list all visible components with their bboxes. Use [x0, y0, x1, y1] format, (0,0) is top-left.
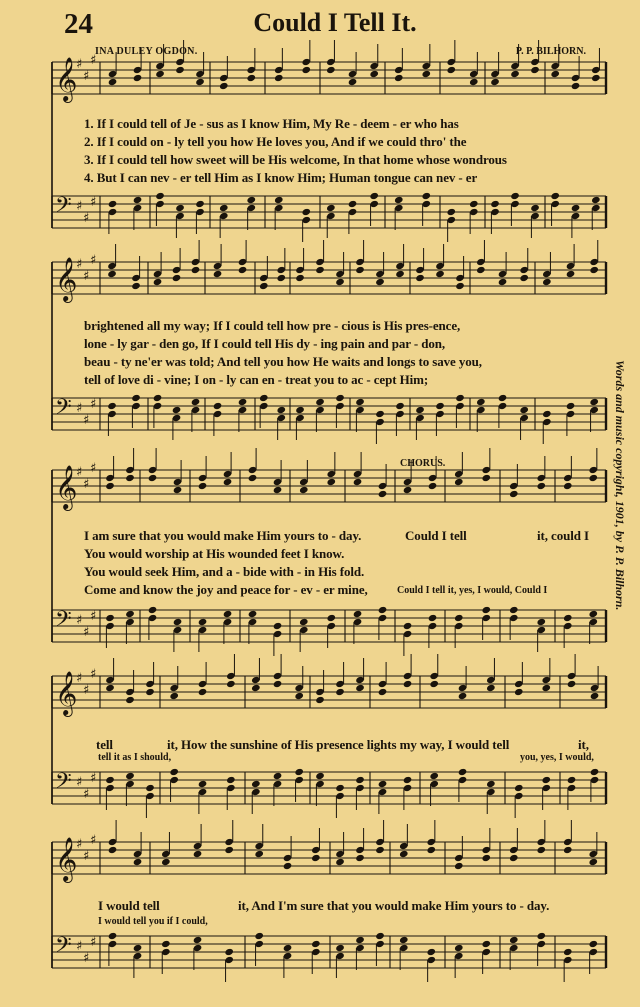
note-head	[510, 192, 520, 200]
sharp-icon: ♯	[90, 397, 97, 412]
note-head	[335, 688, 345, 696]
note-head	[369, 192, 379, 200]
note-head	[107, 270, 117, 278]
note-head	[172, 406, 182, 414]
note-head	[276, 274, 286, 282]
note-head	[469, 78, 479, 86]
note-head	[455, 394, 465, 402]
note-head	[536, 482, 546, 490]
sharp-icon: ♯	[83, 787, 90, 802]
note-head	[335, 858, 345, 866]
lyric-line: You would seek Him, and a - bide with - in His fold.	[84, 564, 365, 579]
chorus-lyric: it, How the sunshine of His presence lights my way, I would tell	[167, 737, 510, 752]
note-head	[301, 66, 311, 74]
note-head	[193, 936, 203, 944]
note-head	[155, 70, 165, 78]
note-head	[223, 610, 233, 618]
note-head	[428, 614, 438, 622]
note-head	[415, 274, 425, 282]
note-head	[454, 944, 464, 952]
note-head	[588, 940, 598, 948]
note-head	[133, 74, 143, 82]
note-head	[161, 858, 171, 866]
lyric-line: You would worship at His wounded feet I know.	[84, 546, 345, 561]
chorus-lyric: it, And I'm sure that you would make Him yours to - day.	[238, 898, 550, 913]
note-head	[125, 610, 135, 618]
note-head	[301, 208, 311, 216]
note-head	[509, 936, 519, 944]
note-head	[105, 776, 115, 784]
note-head	[108, 78, 118, 86]
note-head	[169, 692, 179, 700]
lyric-line: I am sure that you would make Him yours to - day.	[84, 528, 362, 543]
note-head	[251, 780, 261, 788]
note-head	[590, 692, 600, 700]
note-head	[213, 270, 223, 278]
note-head	[226, 776, 236, 784]
author-credit: INA DULEY OGDON.	[95, 46, 198, 57]
note-head	[326, 66, 336, 74]
sharp-icon: ♯	[76, 671, 83, 686]
note-head	[530, 204, 540, 212]
note-head	[335, 394, 345, 402]
note-head	[295, 406, 305, 414]
note-head	[591, 196, 601, 204]
lyric-line: 2. If I could on - ly tell you how He loves you, And if we could thro' the	[84, 134, 467, 149]
note-head	[476, 398, 486, 406]
note-head	[415, 406, 425, 414]
note-head	[153, 394, 163, 402]
note-head	[542, 410, 552, 418]
note-head	[563, 614, 573, 622]
note-head	[223, 478, 233, 486]
note-head	[213, 402, 223, 410]
chorus-lyric: tell	[96, 737, 113, 752]
lyric-line: brightened all my way; If I could tell how pre - cious is His pres-ence,	[84, 318, 461, 333]
note-head	[514, 688, 524, 696]
sharp-icon: ♯	[90, 935, 97, 950]
lyric-line: Come and know the joy and peace for - ev - er mine,	[84, 582, 368, 597]
note-head	[108, 846, 118, 854]
note-head	[299, 486, 309, 494]
composer-credit: P. P. BILHORN.	[515, 46, 586, 57]
sharp-icon: ♯	[90, 771, 97, 786]
treble-clef-icon: 𝄞	[55, 465, 78, 509]
note-head	[567, 680, 577, 688]
note-head	[191, 266, 201, 274]
sharp-icon: ♯	[90, 609, 97, 624]
note-head	[315, 696, 325, 704]
note-head	[541, 684, 551, 692]
note-head	[403, 622, 413, 630]
note-head	[335, 784, 345, 792]
note-head	[251, 684, 261, 692]
note-head	[248, 474, 258, 482]
note-head	[490, 200, 500, 208]
treble-clef-icon: 𝄞	[55, 257, 78, 301]
note-head	[105, 684, 115, 692]
note-head	[509, 490, 519, 498]
note-head	[355, 936, 365, 944]
note-head	[169, 768, 179, 776]
note-head	[542, 278, 552, 286]
note-head	[378, 780, 388, 788]
note-head	[498, 394, 508, 402]
note-head	[326, 478, 336, 486]
note-head	[246, 74, 256, 82]
sharp-icon: ♯	[90, 667, 97, 682]
note-head	[133, 944, 143, 952]
note-head	[273, 622, 283, 630]
note-head	[254, 850, 264, 858]
note-head	[563, 482, 573, 490]
note-head	[125, 696, 135, 704]
note-head	[514, 784, 524, 792]
note-head	[195, 200, 205, 208]
bass-clef-icon: 𝄢	[55, 193, 72, 223]
note-head	[148, 606, 158, 614]
note-head	[435, 402, 445, 410]
note-head	[429, 772, 439, 780]
note-head	[591, 74, 601, 82]
note-head	[589, 398, 599, 406]
note-head	[509, 854, 519, 862]
sharp-icon: ♯	[83, 269, 90, 284]
note-head	[426, 846, 436, 854]
note-head	[509, 606, 519, 614]
note-head	[421, 192, 431, 200]
sharp-icon: ♯	[90, 195, 97, 210]
sharp-icon: ♯	[90, 53, 97, 68]
note-head	[571, 204, 581, 212]
note-head	[510, 70, 520, 78]
hymn-title: Could I Tell It.	[253, 8, 417, 37]
note-head	[219, 204, 229, 212]
note-head	[536, 846, 546, 854]
note-head	[148, 474, 158, 482]
note-head	[259, 282, 269, 290]
note-head	[428, 482, 438, 490]
note-head	[238, 398, 248, 406]
note-head	[588, 474, 598, 482]
note-head	[355, 854, 365, 862]
sharp-icon: ♯	[76, 939, 83, 954]
sharp-icon: ♯	[76, 401, 83, 416]
sharp-icon: ♯	[90, 253, 97, 268]
note-head	[399, 936, 409, 944]
note-head	[403, 680, 413, 688]
note-head	[107, 402, 117, 410]
note-head	[566, 270, 576, 278]
sharp-icon: ♯	[83, 211, 90, 226]
note-head	[455, 282, 465, 290]
sharp-icon: ♯	[90, 833, 97, 848]
note-head	[476, 266, 486, 274]
sharp-icon: ♯	[76, 257, 83, 272]
note-head	[550, 192, 560, 200]
note-head	[369, 70, 379, 78]
note-head	[355, 684, 365, 692]
lyric-line: beau - ty ne'er was told; And tell you how He waits and longs to save you,	[84, 354, 482, 369]
bass-clef-icon: 𝄢	[55, 933, 72, 963]
note-head	[335, 278, 345, 286]
note-head	[446, 66, 456, 74]
note-head	[481, 940, 491, 948]
note-head	[311, 854, 321, 862]
note-head	[519, 274, 529, 282]
chorus-lyric: it, could I	[537, 528, 589, 543]
note-head	[571, 82, 581, 90]
note-head	[454, 862, 464, 870]
bass-lyric: Could I tell it, yes, I would, Could I	[397, 585, 548, 596]
note-head	[403, 486, 413, 494]
note-head	[563, 846, 573, 854]
note-head	[238, 266, 248, 274]
note-head	[315, 266, 325, 274]
lyric-line: 4. But I can nev - er tell Him as I know Him; Human tongue can nev - er	[84, 170, 478, 185]
note-head	[155, 192, 165, 200]
sharp-icon: ♯	[83, 477, 90, 492]
note-head	[133, 196, 143, 204]
note-head	[394, 196, 404, 204]
note-head	[566, 402, 576, 410]
note-head	[589, 266, 599, 274]
note-head	[563, 948, 573, 956]
note-head	[378, 688, 388, 696]
bass-lyric: I would tell you if I could,	[98, 916, 208, 927]
note-head	[125, 474, 135, 482]
lyric-line: 1. If I could tell of Je - sus as I know Him, My Re - deem - er who has	[84, 116, 459, 131]
note-head	[105, 614, 115, 622]
sharp-icon: ♯	[83, 951, 90, 966]
note-head	[173, 618, 183, 626]
note-head	[175, 204, 185, 212]
note-head	[175, 66, 185, 74]
note-head	[378, 490, 388, 498]
note-head	[108, 932, 118, 940]
sharp-icon: ♯	[90, 461, 97, 476]
note-head	[224, 948, 234, 956]
bass-clef-icon: 𝄢	[55, 769, 72, 799]
note-head	[311, 940, 321, 948]
note-head	[588, 858, 598, 866]
note-head	[353, 610, 363, 618]
note-head	[153, 278, 163, 286]
note-head	[161, 940, 171, 948]
chorus-lyric: it,	[578, 737, 589, 752]
note-head	[355, 398, 365, 406]
note-head	[198, 618, 208, 626]
chorus-lyric: I would tell	[98, 898, 160, 913]
note-head	[133, 858, 143, 866]
lyric-line: 3. If I could tell how sweet will be His welcome, In that home whose wondrous	[84, 152, 507, 167]
copyright-notice: Words and music copyright, 1901, by P. P. Bilhorn.	[613, 360, 627, 611]
treble-clef-icon: 𝄞	[55, 57, 78, 101]
note-head	[195, 78, 205, 86]
note-head	[429, 680, 439, 688]
note-head	[283, 944, 293, 952]
note-head	[567, 776, 577, 784]
note-head	[193, 850, 203, 858]
note-head	[348, 200, 358, 208]
sharp-icon: ♯	[76, 465, 83, 480]
note-head	[375, 278, 385, 286]
note-head	[399, 850, 409, 858]
note-head	[294, 692, 304, 700]
note-head	[226, 680, 236, 688]
bass-clef-icon: 𝄢	[55, 607, 72, 637]
note-head	[486, 780, 496, 788]
note-head	[172, 274, 182, 282]
sharp-icon: ♯	[83, 413, 90, 428]
note-head	[536, 932, 546, 940]
page-number: 24	[64, 8, 93, 40]
note-head	[446, 208, 456, 216]
note-head	[490, 78, 500, 86]
note-head	[224, 846, 234, 854]
note-head	[348, 78, 358, 86]
note-head	[131, 282, 141, 290]
note-head	[191, 398, 201, 406]
note-head	[375, 932, 385, 940]
note-head	[353, 478, 363, 486]
note-head	[198, 688, 208, 696]
note-head	[550, 70, 560, 78]
note-head	[486, 684, 496, 692]
sharp-icon: ♯	[83, 683, 90, 698]
note-head	[145, 688, 155, 696]
note-head	[274, 196, 284, 204]
note-head	[395, 270, 405, 278]
chorus-label: CHORUS.	[400, 458, 446, 469]
note-head	[105, 482, 115, 490]
note-head	[198, 482, 208, 490]
note-head	[454, 478, 464, 486]
note-head	[403, 776, 413, 784]
note-head	[274, 74, 284, 82]
note-head	[588, 610, 598, 618]
note-head	[273, 772, 283, 780]
note-head	[246, 196, 256, 204]
note-head	[458, 768, 468, 776]
note-head	[273, 486, 283, 494]
sharp-icon: ♯	[76, 775, 83, 790]
note-head	[254, 932, 264, 940]
treble-clef-icon: 𝄞	[55, 837, 78, 881]
note-head	[378, 606, 388, 614]
note-head	[145, 784, 155, 792]
note-head	[481, 606, 491, 614]
note-head	[395, 402, 405, 410]
note-head	[315, 398, 325, 406]
note-head	[326, 614, 336, 622]
note-head	[394, 74, 404, 82]
sharp-icon: ♯	[83, 625, 90, 640]
note-head	[294, 768, 304, 776]
note-head	[315, 772, 325, 780]
note-head	[541, 776, 551, 784]
note-head	[536, 618, 546, 626]
note-head	[276, 406, 286, 414]
note-head	[355, 266, 365, 274]
note-head	[131, 394, 141, 402]
bass-lyric: tell it as I should,	[98, 752, 172, 763]
note-head	[498, 278, 508, 286]
note-head	[458, 692, 468, 700]
note-head	[219, 82, 229, 90]
note-head	[375, 846, 385, 854]
note-head	[273, 680, 283, 688]
sharp-icon: ♯	[83, 69, 90, 84]
note-head	[173, 486, 183, 494]
note-head	[481, 474, 491, 482]
note-head	[421, 70, 431, 78]
note-head	[259, 394, 269, 402]
note-head	[454, 614, 464, 622]
note-head	[519, 406, 529, 414]
note-head	[335, 944, 345, 952]
note-head	[198, 780, 208, 788]
bass-clef-icon: 𝄢	[55, 395, 72, 425]
note-head	[299, 618, 309, 626]
note-head	[295, 274, 305, 282]
note-head	[426, 948, 436, 956]
note-head	[590, 768, 600, 776]
note-head	[248, 610, 258, 618]
bass-lyric: you, yes, I would,	[520, 752, 594, 763]
sharp-icon: ♯	[76, 57, 83, 72]
note-head	[283, 862, 293, 870]
note-head	[326, 204, 336, 212]
note-head	[469, 200, 479, 208]
treble-clef-icon: 𝄞	[55, 671, 78, 715]
note-head	[481, 854, 491, 862]
chorus-lyric: Could I tell	[405, 528, 467, 543]
note-head	[108, 200, 118, 208]
note-head	[125, 772, 135, 780]
note-head	[355, 776, 365, 784]
sharp-icon: ♯	[76, 199, 83, 214]
sharp-icon: ♯	[76, 837, 83, 852]
note-head	[530, 66, 540, 74]
lyric-line: lone - ly gar - den go, If I could tell His dy - ing pain and par - don,	[84, 336, 446, 351]
note-head	[375, 410, 385, 418]
note-head	[435, 270, 445, 278]
sharp-icon: ♯	[83, 849, 90, 864]
lyric-line: tell of love di - vine; I on - ly can en - treat you to ac - cept Him;	[84, 372, 429, 387]
sharp-icon: ♯	[76, 613, 83, 628]
